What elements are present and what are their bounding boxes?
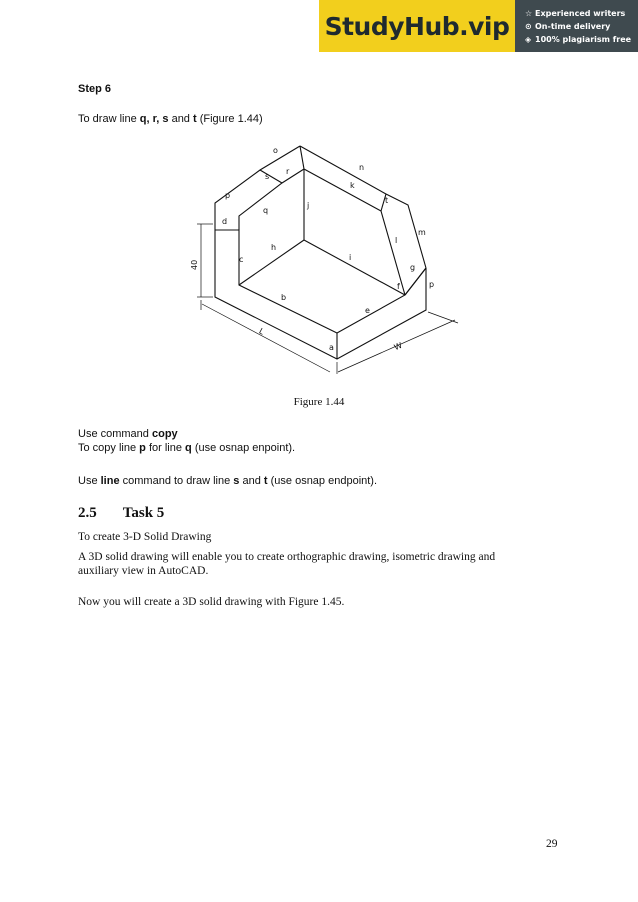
task-line-4: Now you will create a 3D solid drawing with Figure 1.45. <box>78 596 345 608</box>
label-h: h <box>271 243 277 252</box>
label-o: o <box>273 146 278 155</box>
label-e: e <box>365 306 370 315</box>
shield-icon: ◈ <box>525 34 532 44</box>
copy-line-2: To copy line p for line q (use osnap enpoint). <box>78 442 296 454</box>
line-command-text: Use line command to draw line s and t (use osnap endpoint). <box>78 475 378 487</box>
intro-text: To draw line q, r, s and t (Figure 1.44) <box>78 113 263 125</box>
label-k: k <box>350 181 355 190</box>
label-t: t <box>385 196 389 205</box>
task-line-3: auxiliary view in AutoCAD. <box>78 565 209 577</box>
feature-experienced: ☆ Experienced writers <box>525 8 626 18</box>
label-p-top: p <box>225 191 231 200</box>
clock-icon: ⊙ <box>525 21 532 31</box>
label-l: l <box>395 236 398 245</box>
label-n: n <box>359 163 365 172</box>
label-r: r <box>286 167 290 176</box>
label-m: m <box>418 228 426 237</box>
label-q: q <box>263 206 269 215</box>
label-j: j <box>307 201 310 210</box>
step-heading: Step 6 <box>78 83 112 95</box>
label-a: a <box>329 343 334 352</box>
label-p-right: p <box>429 280 435 289</box>
section-title: Task 5 <box>122 505 165 521</box>
label-W: W <box>392 340 404 353</box>
section-heading <box>78 506 164 520</box>
section-number: 2.5 <box>78 505 97 521</box>
label-d: d <box>222 217 228 226</box>
task-line-2: A 3D solid drawing will enable you to create orthographic drawing, isometric drawing and <box>78 551 496 563</box>
label-L: L <box>257 326 266 337</box>
copy-line-1: Use command copy <box>78 428 178 440</box>
feature-plagiarism: ◈ 100% plagiarism free <box>525 34 632 44</box>
star-icon: ☆ <box>525 8 533 18</box>
feature-ontime: ⊙ On-time delivery <box>525 21 611 31</box>
page-number: 29 <box>546 838 558 850</box>
label-dim-40: 40 <box>190 259 199 270</box>
label-b: b <box>281 293 287 302</box>
label-s: s <box>265 172 270 181</box>
task-line-1: To create 3-D Solid Drawing <box>78 531 212 543</box>
figure-outline <box>215 146 426 359</box>
label-f: f <box>397 282 400 291</box>
dimension-lines <box>197 224 458 374</box>
label-g: g <box>410 263 416 272</box>
studyhub-logo[interactable]: StudyHub.vip <box>319 0 515 52</box>
label-i: i <box>349 253 352 262</box>
figure-caption: Figure 1.44 <box>293 396 345 408</box>
label-c: c <box>239 255 244 264</box>
